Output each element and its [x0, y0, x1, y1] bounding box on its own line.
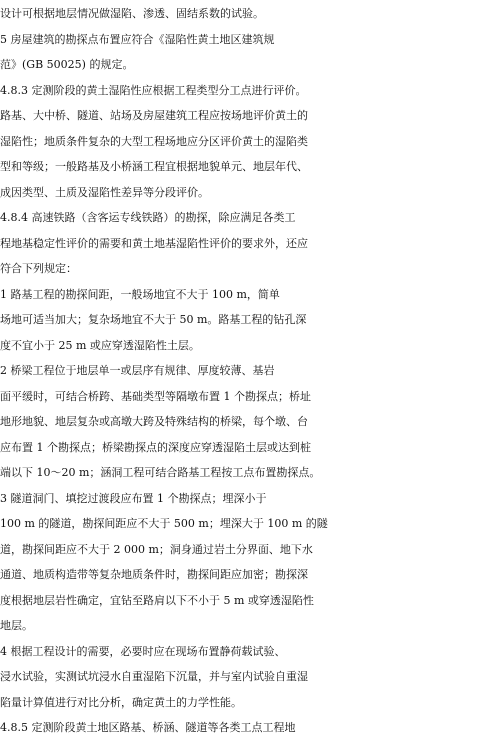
text-line: 成因类型、土质及湿陷性差异等分段评价。 — [0, 185, 209, 199]
text-line: 符合下列规定： — [0, 262, 77, 275]
text-line: 地形地貌、地层复杂或高墩大跨及特殊结构的桥梁，每个墩、台 — [0, 415, 308, 428]
text-line: 应布置 1 个勘探点；桥梁勘探点的深度应穿透湿陷土层或达到桩 — [0, 440, 311, 454]
text-line: 度根据地层岩性确定，宜钻至路肩以下不小于 5 m 或穿透湿陷性 — [0, 593, 314, 607]
text-line: 100 m 的隧道，勘探间距应不大于 500 m；埋深大于 100 m 的隧 — [0, 517, 328, 530]
text-line: 1 路基工程的勘探间距，一般场地宜不大于 100 m，简单 — [0, 287, 280, 301]
text-line: 型和等级；一般路基及小桥涵工程宜根据地貌单元、地层年代、 — [0, 160, 308, 173]
text-line: 设计可根据地层情况做湿陷、渗透、固结系数的试验。 — [0, 7, 264, 20]
text-line: 面平缓时，可结合桥跨、基础类型等隔墩布置 1 个勘探点；桥址 — [0, 389, 311, 403]
text-line: 2 桥梁工程位于地层单一或层序有规律、厚度较薄、基岩 — [0, 364, 275, 377]
text-line: 范》(GB 50025) 的规定。 — [0, 58, 134, 71]
text-line: 端以下 10～20 m；涵洞工程可结合路基工程按工点布置勘探点。 — [0, 466, 321, 479]
text-line: 通道、地质构造带等复杂地质条件时，勘探间距应加密；勘探深 — [0, 568, 308, 581]
text-line: 浸水试验，实测试坑浸水自重湿陷下沉量，并与室内试验自重湿 — [0, 670, 308, 683]
text-line: 湿陷性；地质条件复杂的大型工程场地应分区评价黄土的湿陷类 — [0, 134, 308, 148]
text-line: 路基、大中桥、隧道、站场及房屋建筑工程应按场地评价黄土的 — [0, 109, 308, 122]
text-line: 度不宜小于 25 m 或应穿透湿陷性土层。 — [0, 338, 200, 352]
text-line: 道，勘探间距应不大于 2 000 m；洞身通过岩土分界面、地下水 — [0, 542, 313, 556]
text-line: 4 根据工程设计的需要，必要时应在现场布置静荷载试验、 — [0, 644, 286, 658]
text-line: 程地基稳定性评价的需要和黄土地基湿陷性评价的要求外，还应 — [0, 236, 308, 250]
text-line: 3 隧道洞门、填挖过渡段应布置 1 个勘探点；埋深小于 — [0, 491, 267, 505]
text-line: 4.8.5 定测阶段黄土地区路基、桥涵、隧道等各类工点工程地 — [0, 721, 296, 734]
text-line: 5 房屋建筑的勘探点布置应符合《湿陷性黄土地区建筑规 — [0, 32, 275, 46]
text-line: 场地可适当加大；复杂场地宜不大于 50 m。路基工程的钻孔深 — [0, 313, 307, 326]
text-line: 地层。 — [0, 619, 33, 632]
text-line: 4.8.4 高速铁路（含客运专线铁路）的勘探，除应满足各类工 — [0, 211, 296, 224]
text-line: 4.8.3 定测阶段的黄土湿陷性应根据工程类型分工点进行评价。 — [0, 83, 307, 97]
text-line: 陷量计算值进行对比分析，确定黄土的力学性能。 — [0, 695, 242, 709]
